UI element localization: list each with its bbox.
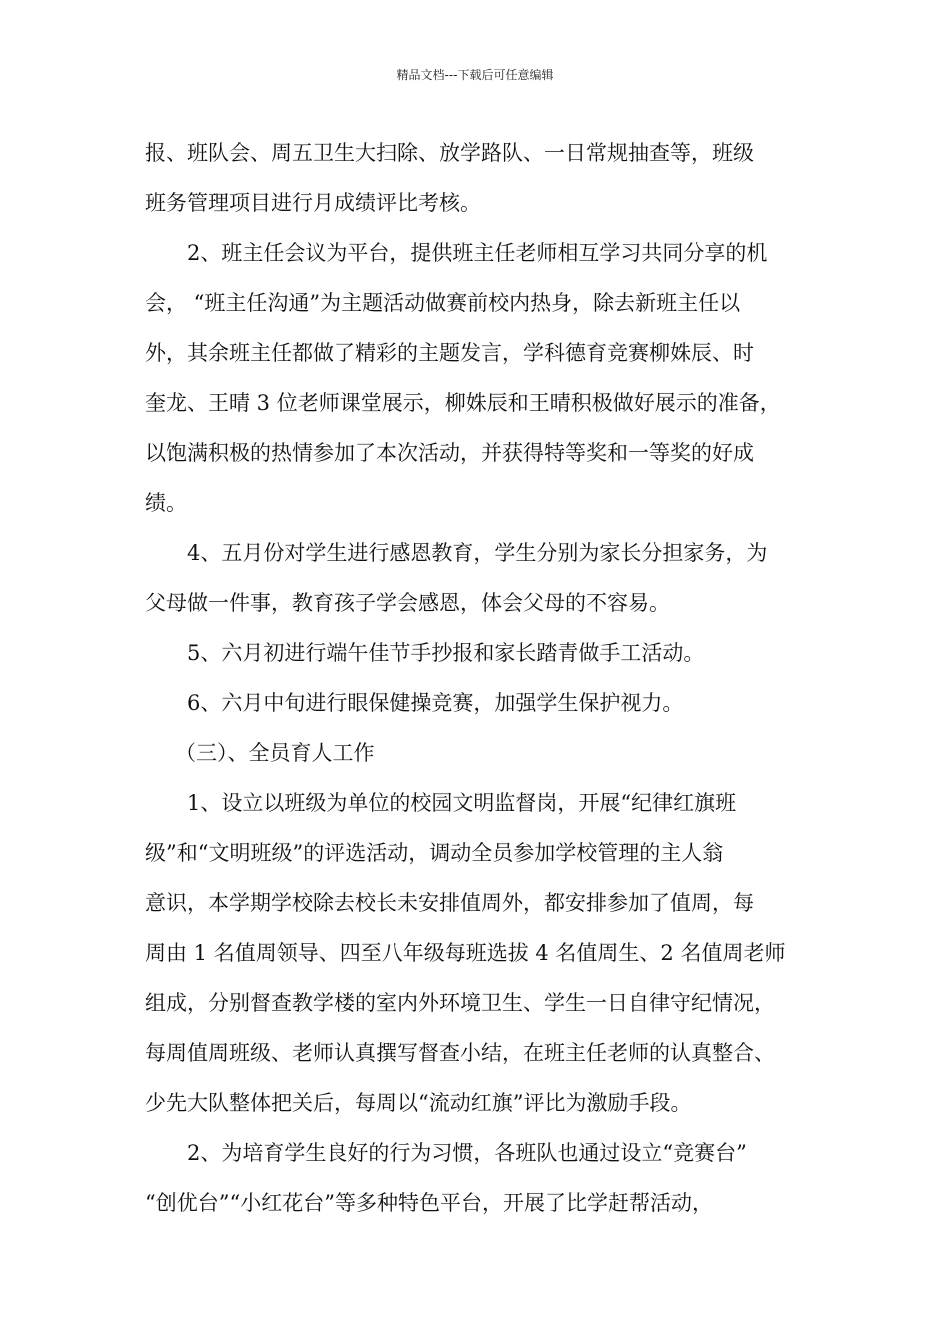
- text-line: 周由 1 名值周领导、四至八年级每班选拔 4 名值周生、2 名值周老师: [145, 941, 786, 965]
- text-line: 1、设立以班级为单位的校园文明监督岗，开展“纪律红旗班: [187, 791, 737, 815]
- paragraph-item-5: [145, 628, 810, 678]
- section-heading-text: （三）、全员育人工作: [175, 741, 375, 765]
- text-line: 4、五月份对学生进行感恩教育，学生分别为家长分担家务，为: [187, 541, 768, 565]
- text-line: 报、班队会、周五卫生大扫除、放学路队、一日常规抽查等，班级: [145, 141, 754, 165]
- text-line: 父母做一件事，教育孩子学会感恩，体会父母的不容易。: [145, 591, 670, 615]
- document-body: [145, 128, 810, 1228]
- text-line: 绩。: [145, 491, 187, 515]
- paragraph-item-2b: [145, 1128, 810, 1228]
- text-line: 5、六月初进行端午佳节手抄报和家长踏青做手工活动。: [187, 641, 705, 665]
- paragraph-item-6: [145, 678, 810, 728]
- page-header: 精品文档---下载后可任意编辑: [396, 68, 554, 82]
- text-line: 奎龙、王晴 3 位老师课堂展示，柳姝辰和王晴积极做好展示的准备，: [145, 391, 781, 415]
- text-line: 班务管理项目进行月成绩评比考核。: [145, 191, 481, 215]
- paragraph-item-1: [145, 778, 810, 1128]
- text-line: 每周值周班级、老师认真撰写督查小结，在班主任老师的认真整合、: [145, 1041, 775, 1065]
- text-line: 意识，本学期学校除去校长未安排值周外，都安排参加了值周，每: [145, 891, 754, 915]
- text-line: 2、班主任会议为平台，提供班主任老师相互学习共同分享的机: [187, 241, 768, 265]
- section-heading: [145, 728, 810, 778]
- text-line: 2、为培育学生良好的行为习惯，各班队也通过设立“竞赛台”: [187, 1141, 747, 1165]
- text-line: 组成，分别督查教学楼的室内外环境卫生、学生一日自律守纪情况，: [145, 991, 775, 1015]
- text-line: 级”和“文明班级”的评选活动，调动全员参加学校管理的主人翁: [145, 841, 724, 865]
- paragraph-continuation: [145, 128, 810, 228]
- text-line: 会， “班主任沟通”为主题活动做赛前校内热身，除去新班主任以: [145, 291, 741, 315]
- paragraph-item-2: [145, 228, 810, 528]
- text-line: “创优台”“小红花台”等多种特色平台，开展了比学赶帮活动，: [145, 1191, 713, 1215]
- text-line: 外，其余班主任都做了精彩的主题发言，学科德育竞赛柳姝辰、时: [145, 341, 754, 365]
- text-line: 以饱满积极的热情参加了本次活动，并获得特等奖和一等奖的好成: [145, 441, 754, 465]
- text-line: 少先大队整体把关后，每周以“流动红旗”评比为激励手段。: [145, 1091, 692, 1115]
- text-line: 6、六月中旬进行眼保健操竞赛，加强学生保护视力。: [187, 691, 684, 715]
- paragraph-item-4: [145, 528, 810, 628]
